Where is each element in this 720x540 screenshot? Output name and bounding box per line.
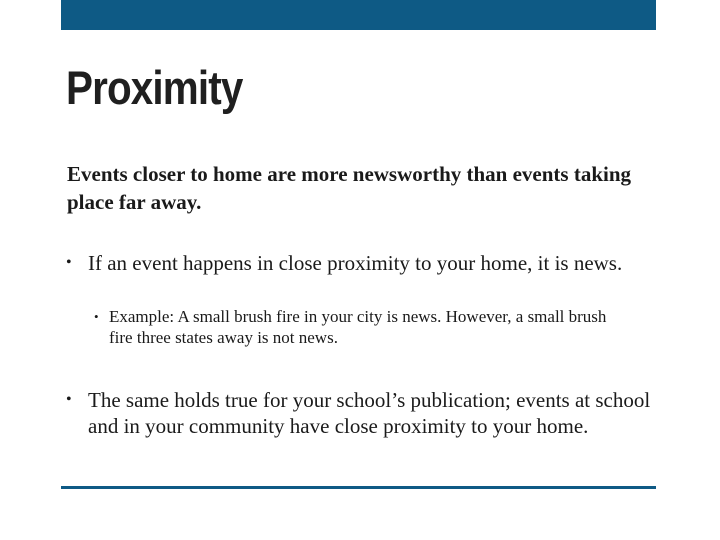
bullet-item-1 bbox=[66, 250, 656, 276]
bullet-marker: • bbox=[66, 391, 72, 408]
sub-bullet-marker: • bbox=[94, 309, 99, 324]
intro-text: Events closer to home are more newsworthy than events taking place far away. bbox=[67, 162, 632, 214]
sub-bullet-item bbox=[94, 306, 614, 348]
bullet-item-2 bbox=[66, 387, 656, 439]
bullet-text: If an event happens in close proximity to your home, it is news. bbox=[88, 251, 623, 275]
sub-bullet-text: Example: A small brush fire in your city is news. However, a small brush fire three states away is not news. bbox=[109, 307, 607, 347]
top-accent-bar bbox=[61, 0, 656, 30]
bottom-divider bbox=[61, 486, 656, 489]
bullet-text: The same holds true for your school’s publication; events at school and in your community have close proximity to your home. bbox=[88, 388, 651, 438]
slide-title: Proximity bbox=[66, 61, 243, 114]
bullet-marker: • bbox=[66, 254, 72, 271]
